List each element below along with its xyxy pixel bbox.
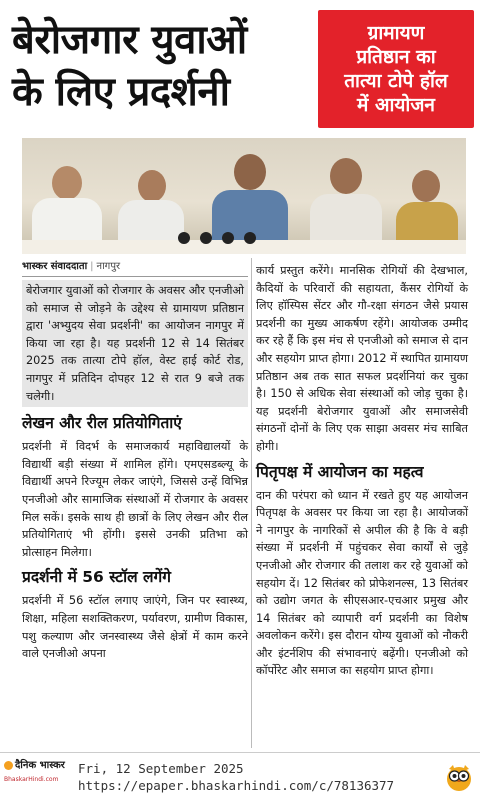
byline-city: नागपुर <box>96 261 121 272</box>
highlight-line-2: प्रतिष्ठान का <box>356 46 436 68</box>
microphone-icon <box>200 232 212 244</box>
news-photo <box>22 138 466 254</box>
highlight-box <box>318 10 474 128</box>
subheading-pitrupaksha: पितृपक्ष में आयोजन का महत्व <box>256 462 424 481</box>
footer-stamp <box>78 760 394 794</box>
photo-person-1 <box>28 154 106 254</box>
headline-line-2: के लिए प्रदर्शनी <box>12 69 230 115</box>
column-divider <box>251 258 252 748</box>
paragraph-competitions: प्रदर्शनी में विदर्भ के समाजकार्य महाविद्यालयों के विद्यार्थी बड़ी संख्या में शामिल होंगे। एमएसडब्ल्यू के विद्यार्थी अपने रिज्यूम लेकर जाएंगे, जिससे उन्हें विभिन्न एनजीओ और सामाजिक संस्थाओं में रोजगार के अवसर मिल सकें। इसके साथ ही छात्रों के लिए लेखन और रील प्रतियोगिताएं भी होंगी। इससे उनकी प्रतिभा को प्रोत्साहन मिलेगा। <box>22 440 248 559</box>
microphone-icon <box>244 232 256 244</box>
article-right-column <box>256 262 468 680</box>
logo-dot-icon <box>4 761 13 770</box>
byline <box>22 258 248 277</box>
highlight-line-3: तात्या टोपे हॉल <box>344 70 448 92</box>
byline-name: भास्कर संवाददाता <box>22 261 88 272</box>
footer-divider <box>0 752 480 753</box>
logo-text: दैनिक भास्कर <box>15 760 65 771</box>
owl-mascot-icon <box>444 762 474 792</box>
footer-url[interactable]: https://epaper.bhaskarhindi.com/c/78136377 <box>78 778 395 793</box>
photo-person-4 <box>306 150 386 254</box>
lead-paragraph: बेरोजगार युवाओं को रोजगार के अवसर और एनजीओ को समाज से जोड़ने के उद्देश्य से ग्रामायण प्रतिष्ठान द्वारा 'अभ्युदय सेवा प्रदर्शनी' का आयोजन नागपुर में किया जा रहा है। यह प्रदर्शनी 12 से 14 सितंबर 2025 तक तात्या टोपे हॉल, वेस्ट हाई कोर्ट रोड, नागपुर में प्रतिदिन दोपहर 12 से रात 9 बजे तक चलेगी। <box>22 280 248 407</box>
headline-line-1: बेरोजगार युवाओं <box>12 17 247 63</box>
article-left-column <box>22 280 248 663</box>
paragraph-continued: कार्य प्रस्तुत करेंगे। मानसिक रोगियों की देखभाल, कैदियों के परिवारों की सहायता, कैंसर रोगियों के लिए हॉस्पिस सेंटर और गौ-रक्षा संगठन जैसे प्रयास प्रदर्शनी का मुख्य आकर्षण रहेंगे। आयोजक उम्मीद कर रहे हैं कि इस मंच से एनजीओ को समाज से दान और सहयोग प्राप्त होगा। 2012 में स्थापित ग्रामायण प्रतिष्ठान अब तक सात सफल प्रदर्शनियां कर चुका है। 150 से अधिक सेवा संस्थाओं को जोड़ चुका है। यह प्रदर्शनी बेरोजगार युवाओं और समाजसेवी संगठनों दोनों के लिए एक साझा अवसर मंच साबित होगी। <box>256 264 468 453</box>
subheading-competitions: लेखन और रील प्रतियोगिताएं <box>22 414 182 433</box>
headline <box>12 14 312 118</box>
paragraph-pitrupaksha: दान की परंपरा को ध्यान में रखते हुए यह आयोजन पितृपक्ष के अवसर पर किया जा रहा है। आयोजकों ने नागपुर के नागरिकों से अपील की है कि वे बड़ी संख्या में प्रदर्शनी में पहुंचकर सेवा कार्यों से जुड़े एनजीओ और रोजगार की तलाश कर रहे युवाओं को सहयोग दें। 12 सितंबर को प्रोफेशनल्स, 13 सितंबर को उद्योग जगत के सीएसआर-एचआर प्रमुख और 14 सितंबर को व्यापारी वर्ग प्रदर्शनी का विशेष अवलोकन करेंगे। इस दौरान योग्य युवाओं को नौकरी और इंटर्नशिप की संभावनाएं बढ़ेंगी। एनजीओ को कॉर्पोरेट और समाज का सहयोग प्राप्त होगा। <box>256 488 468 678</box>
microphone-icon <box>178 232 190 244</box>
byline-separator: | <box>90 261 94 272</box>
footer-date: Fri, 12 September 2025 <box>78 761 244 776</box>
photo-table <box>22 240 466 254</box>
logo-site: BhaskarHindi.com <box>4 776 59 783</box>
paragraph-stalls: प्रदर्शनी में 56 स्टॉल लगाए जाएंगे, जिन पर स्वास्थ्य, शिक्षा, महिला सशक्तिकरण, पर्यावरण, ग्रामीण विकास, पशु कल्याण और जनस्वास्थ्य जैसे क्षेत्रों में काम करने वाले एनजीओ अपना <box>22 594 248 661</box>
highlight-line-1: ग्रामायण <box>367 22 425 44</box>
microphone-icon <box>222 232 234 244</box>
publisher-logo <box>4 760 72 790</box>
highlight-line-4: में आयोजन <box>357 94 435 116</box>
subheading-stalls: प्रदर्शनी में 56 स्टॉल लगेंगे <box>22 568 171 587</box>
